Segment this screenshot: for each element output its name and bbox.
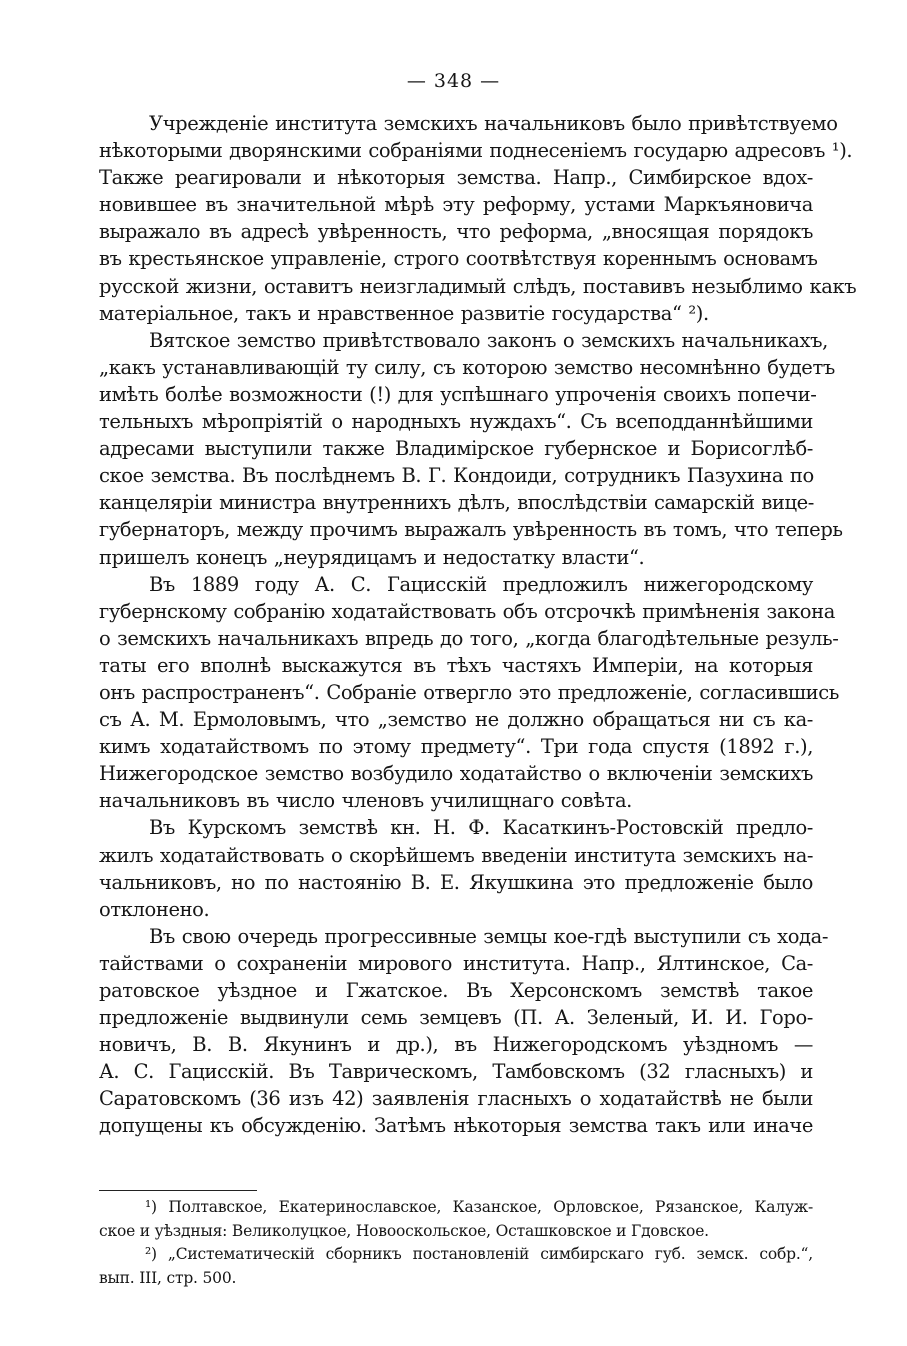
text-line: русской жизни, оставитъ неизгладимый слѣдъ, поставивъ незыблимо какъ (99, 274, 857, 298)
footnote-line: ¹) Полтавское, Екатеринославское, Казанское, Орловское, Рязанское, Калуж- (145, 1198, 813, 1216)
text-line: Въ 1889 году А. С. Гацисскій предложилъ нижегородскому (149, 572, 813, 596)
text-line: пришелъ конецъ „неурядицамъ и недостатку власти“. (99, 545, 645, 569)
text-line: тайствами о сохраненіи мирового института. Напр., Ялтинское, Са- (99, 951, 813, 975)
text-line: выражало въ адресѣ увѣренность, что реформа, „вносящая порядокъ (99, 220, 813, 244)
text-line: новившее въ значительной мѣрѣ эту реформу, устами Маркъяновича (99, 193, 813, 217)
text-line: предложеніе выдвинули семь земцевъ (П. А. Зеленый, И. И. Горо- (99, 1006, 813, 1030)
text-line: имѣть болѣе возможности (!) для успѣшнаго упроченія своихъ попечи- (99, 382, 817, 406)
text-line: о земскихъ начальникахъ впредь до того, „когда благодѣтельные резуль- (99, 626, 839, 650)
text-line: А. С. Гацисскій. Въ Таврическомъ, Тамбовскомъ (32 гласныхъ) и (99, 1060, 813, 1084)
text-line: въ крестьянское управленіе, строго соотвѣтствуя кореннымъ основамъ (99, 247, 818, 271)
text-line: Вятское земство привѣтствовало законъ о земскихъ начальникахъ, (149, 328, 828, 352)
text-line: отклонено. (99, 897, 210, 921)
text-line: матеріальное, такъ и нравственное развитіе государства“ ²). (99, 301, 709, 325)
text-line: кимъ ходатайствомъ по этому предмету“. Три года спустя (1892 г.), (99, 735, 813, 759)
text-line: канцеляріи министра внутреннихъ дѣлъ, впослѣдствіи самарскій вице- (99, 491, 814, 515)
text-line: губернаторъ, между прочимъ выражалъ увѣренность въ томъ, что теперь (99, 518, 843, 542)
text-line: Также реагировали и нѣкоторыя земства. Напр., Симбирское вдох- (99, 166, 813, 190)
text-line: жилъ ходатайствовать о скорѣйшемъ введеніи института земскихъ на- (99, 843, 814, 867)
text-line: съ А. М. Ермоловымъ, что „земство не должно обращаться ни съ ка- (99, 708, 813, 732)
text-line: нѣкоторыми дворянскими собраніями поднесеніемъ государю адресовъ ¹). (99, 139, 853, 163)
footnote-line: ²) „Систематическій сборникъ постановленій симбирскаго губ. земск. собр.“, (145, 1245, 813, 1263)
footnotes (99, 1196, 813, 1290)
text-line: Въ свою очередь прогрессивные земцы кое-гдѣ выступили съ хода- (149, 924, 829, 948)
text-line: допущены къ обсужденію. Затѣмъ нѣкоторыя земства такъ или иначе (99, 1114, 813, 1138)
footnote-line: вып. III, стр. 500. (99, 1268, 237, 1287)
body-text (99, 110, 857, 1140)
text-line: новичъ, В. В. Якунинъ и др.), въ Нижегородскомъ уѣздномъ — (99, 1033, 813, 1057)
text-line: чальниковъ, но по настоянію В. Е. Якушкина это предложеніе было (99, 870, 813, 894)
text-line: таты его вполнѣ выскажутся въ тѣхъ частяхъ Имперіи, на которыя (99, 653, 813, 677)
footnote-divider (99, 1190, 257, 1191)
footnote-line: ское и уѣздныя: Великолуцкое, Новооскольское, Осташковское и Гдовское. (99, 1221, 709, 1240)
text-line: „какъ устанавливающій ту силу, съ которою земство несомнѣнно будетъ (99, 355, 835, 379)
text-line: Саратовскомъ (36 изъ 42) заявленія гласныхъ о ходатайствѣ не были (99, 1087, 813, 1111)
text-line: губернскому собранію ходатайствовать объ отсрочкѣ примѣненія закона (99, 599, 835, 623)
text-line: адресами выступили также Владимірское губернское и Борисоглѣб- (99, 437, 813, 461)
text-line: онъ распространенъ“. Собраніе отвергло это предложеніе, согласившись (99, 680, 839, 704)
text-line: Нижегородское земство возбудило ходатайство о включеніи земскихъ (99, 762, 813, 786)
page-number: — 348 — (406, 70, 501, 92)
text-line: ское земства. Въ послѣднемъ В. Г. Кондоиди, сотрудникъ Пазухина по (99, 464, 814, 488)
text-line: тельныхъ мѣропріятій о народныхъ нуждахъ“. Съ всеподданнѣйшими (99, 410, 813, 434)
text-line: Учрежденіе института земскихъ начальниковъ было привѣтствуемо (149, 112, 838, 135)
text-line: начальниковъ въ число членовъ училищнаго совѣта. (99, 789, 632, 813)
text-line: Въ Курскомъ земствѣ кн. Н. Ф. Касаткинъ-Ростовскій предло- (149, 816, 813, 840)
text-line: ратовское уѣздное и Гжатское. Въ Херсонскомъ земствѣ такое (99, 979, 813, 1002)
